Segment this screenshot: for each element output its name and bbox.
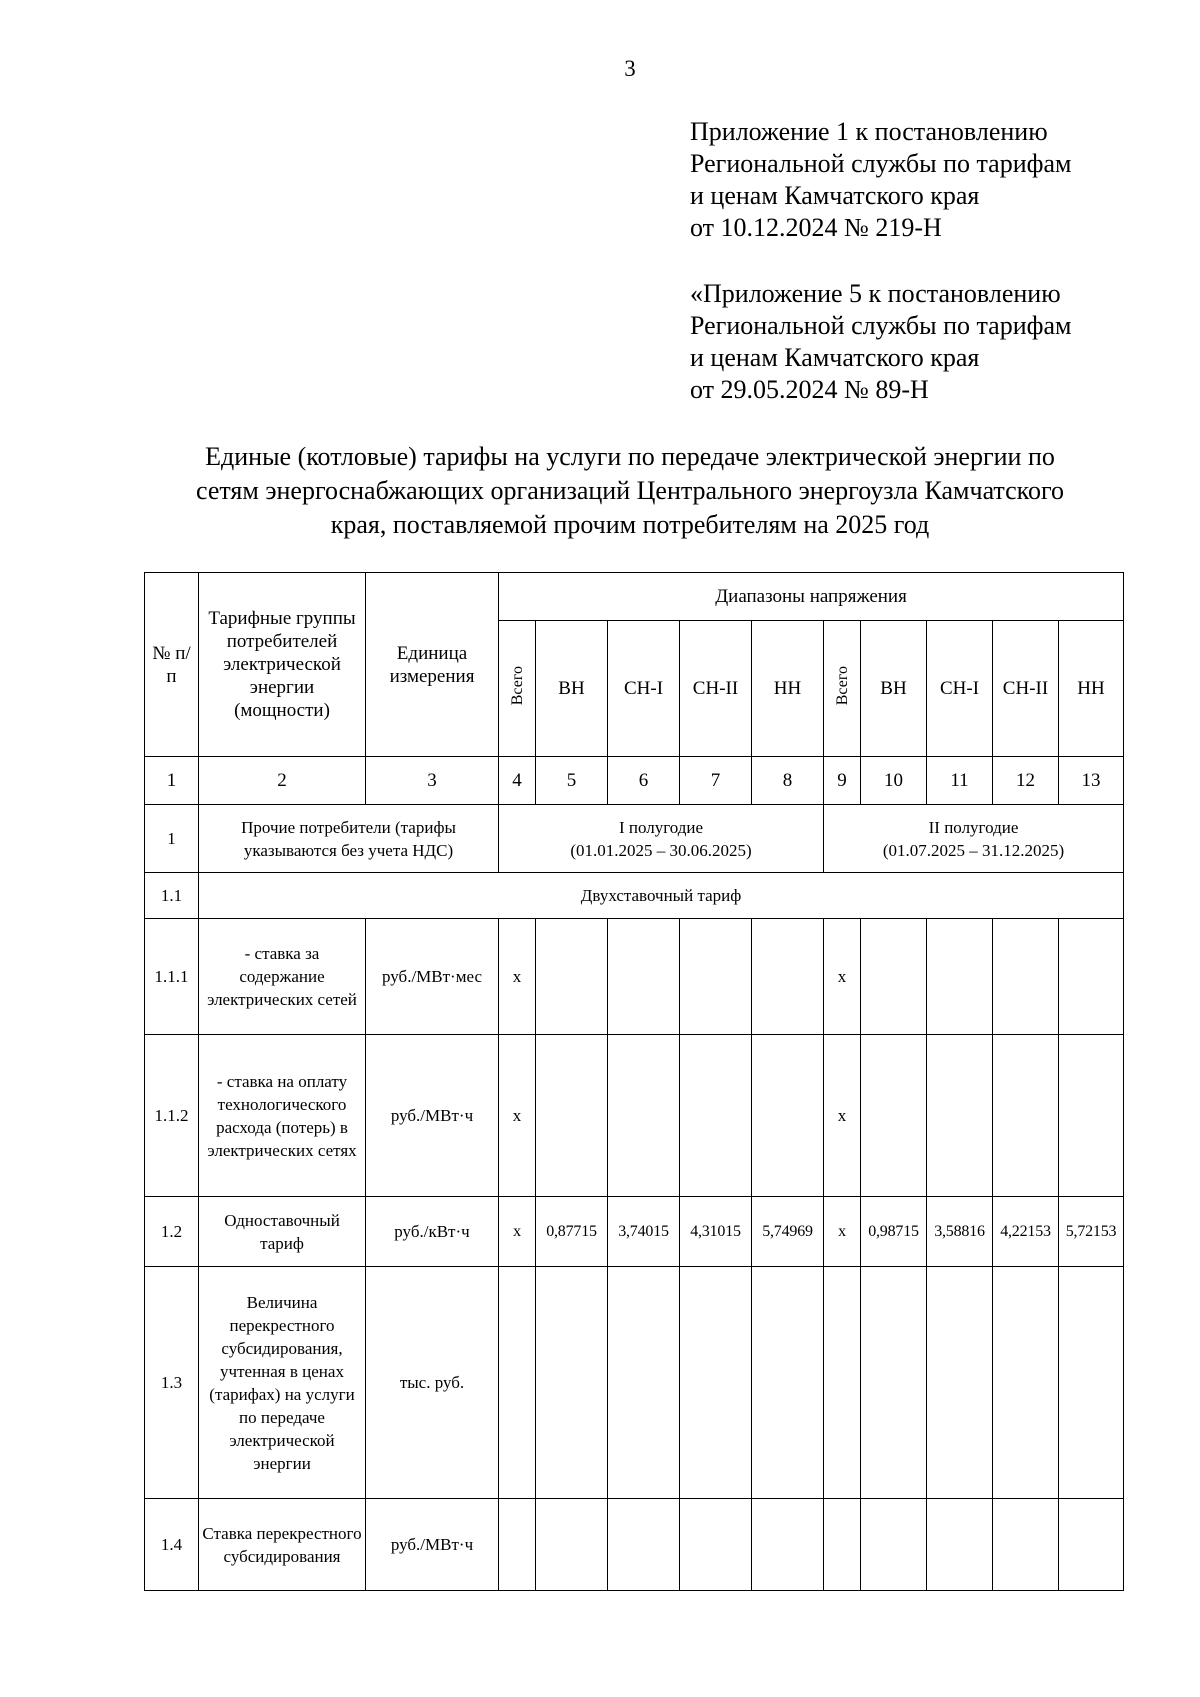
cell-empty xyxy=(752,1499,824,1591)
cell-empty xyxy=(608,1035,680,1197)
table-row xyxy=(145,805,1124,873)
second-half-label: II полугодие xyxy=(928,817,1019,837)
cell-empty xyxy=(608,1499,680,1591)
cell-total-h1: x xyxy=(499,1197,536,1267)
appendix-5-reference xyxy=(690,278,1160,406)
column-number: 11 xyxy=(927,757,993,805)
cell-empty xyxy=(861,1499,927,1591)
column-number: 2 xyxy=(199,757,366,805)
first-half-dates: (01.01.2025 – 30.06.2025) xyxy=(570,840,752,860)
row-num: 1.1 xyxy=(145,873,199,919)
row-num: 1.1.1 xyxy=(145,919,199,1035)
cell-sn2-h1: 4,31015 xyxy=(680,1197,752,1267)
cell-empty xyxy=(680,919,752,1035)
first-half-period xyxy=(499,805,824,873)
appendix-5-line: от 29.05.2024 № 89-Н xyxy=(690,375,929,404)
cell-empty xyxy=(993,1035,1059,1197)
row-name: - ставка за содержание электрических сетей xyxy=(199,919,366,1035)
cell-empty xyxy=(993,1499,1059,1591)
row-num: 1 xyxy=(145,805,199,873)
cell-empty xyxy=(680,1267,752,1499)
appendix-1-reference xyxy=(690,116,1160,244)
cell-empty xyxy=(499,1267,536,1499)
page-number: 3 xyxy=(624,56,636,81)
cell-empty xyxy=(752,1035,824,1197)
row-name: Прочие потребители (тарифы указываются без учета НДС) xyxy=(199,805,499,873)
document-title xyxy=(140,440,1120,542)
cell-total-h2: x xyxy=(824,1035,861,1197)
header-nn: НН xyxy=(752,621,824,757)
header-sn1: СН-I xyxy=(927,621,993,757)
cell-empty xyxy=(993,919,1059,1035)
row-unit: руб./кВт·ч xyxy=(366,1197,499,1267)
row-unit: руб./МВт·ч xyxy=(366,1035,499,1197)
cell-empty xyxy=(608,919,680,1035)
column-number: 8 xyxy=(752,757,824,805)
tariff-table xyxy=(144,572,1124,1591)
cell-total-h1: x xyxy=(499,919,536,1035)
row-name: Одноставочный тариф xyxy=(199,1197,366,1267)
row-num: 1.3 xyxy=(145,1267,199,1499)
column-number-row xyxy=(145,757,1124,805)
cell-empty xyxy=(861,1035,927,1197)
cell-empty xyxy=(927,1499,993,1591)
cell-empty xyxy=(752,919,824,1035)
title-line: Единые (котловые) тарифы на услуги по передаче электрической энергии по xyxy=(205,442,1055,471)
appendix-1-line: от 10.12.2024 № 219-Н xyxy=(690,213,942,242)
header-voltage-ranges: Диапазоны напряжения xyxy=(499,573,1124,621)
header-total-label: Всего xyxy=(833,665,851,706)
cell-nn-h1: 5,74969 xyxy=(752,1197,824,1267)
row-num: 1.2 xyxy=(145,1197,199,1267)
header-num: № п/п xyxy=(145,573,199,757)
cell-empty xyxy=(752,1267,824,1499)
header-total xyxy=(499,621,536,757)
cell-total-h2: x xyxy=(824,1197,861,1267)
header-total-label: Всего xyxy=(508,665,526,706)
row-name: Двухставочный тариф xyxy=(199,873,1124,919)
row-num: 1.4 xyxy=(145,1499,199,1591)
appendix-5-line: и ценам Камчатского края xyxy=(690,343,980,372)
cell-total-h2: x xyxy=(824,919,861,1035)
cell-empty xyxy=(608,1267,680,1499)
table-row xyxy=(145,1197,1124,1267)
cell-empty xyxy=(536,1267,608,1499)
row-name: Величина перекрестного субсидирования, учтенная в ценах (тарифах) на услуги по передаче электрической энергии xyxy=(199,1267,366,1499)
column-number: 4 xyxy=(499,757,536,805)
row-name: - ставка на оплату технологического расхода (потерь) в электрических сетях xyxy=(199,1035,366,1197)
title-line: сетям энергоснабжающих организаций Центрального энергоузла Камчатского xyxy=(196,476,1064,505)
cell-empty xyxy=(927,1035,993,1197)
cell-empty xyxy=(824,1267,861,1499)
cell-empty xyxy=(536,1035,608,1197)
row-unit: руб./МВт·ч xyxy=(366,1499,499,1591)
table-row xyxy=(145,1499,1124,1591)
cell-nn-h2: 5,72153 xyxy=(1059,1197,1124,1267)
table-row xyxy=(145,1035,1124,1197)
row-unit: руб./МВт·мес xyxy=(366,919,499,1035)
cell-empty xyxy=(927,919,993,1035)
cell-total-h1: x xyxy=(499,1035,536,1197)
cell-empty xyxy=(861,1267,927,1499)
cell-empty xyxy=(1059,919,1124,1035)
cell-vn-h2: 0,98715 xyxy=(861,1197,927,1267)
header-vn: ВН xyxy=(861,621,927,757)
table-row xyxy=(145,873,1124,919)
cell-empty xyxy=(861,919,927,1035)
cell-empty xyxy=(536,1499,608,1591)
cell-sn1-h2: 3,58816 xyxy=(927,1197,993,1267)
cell-empty xyxy=(680,1499,752,1591)
column-number: 1 xyxy=(145,757,199,805)
header-sn2: СН-II xyxy=(993,621,1059,757)
column-number: 13 xyxy=(1059,757,1124,805)
header-total xyxy=(824,621,861,757)
cell-empty xyxy=(927,1267,993,1499)
cell-empty xyxy=(680,1035,752,1197)
column-number: 6 xyxy=(608,757,680,805)
table-row xyxy=(145,1267,1124,1499)
appendix-1-line: и ценам Камчатского края xyxy=(690,181,980,210)
appendix-5-line: Региональной службы по тарифам xyxy=(690,311,1072,340)
header-groups: Тарифные группы потребителей электрической энергии (мощности) xyxy=(199,573,366,757)
first-half-label: I полугодие xyxy=(618,817,704,837)
row-num: 1.1.2 xyxy=(145,1035,199,1197)
column-number: 10 xyxy=(861,757,927,805)
header-unit: Единица измерения xyxy=(366,573,499,757)
column-number: 5 xyxy=(536,757,608,805)
appendix-1-line: Региональной службы по тарифам xyxy=(690,149,1072,178)
column-number: 3 xyxy=(366,757,499,805)
cell-empty xyxy=(1059,1499,1124,1591)
cell-sn2-h2: 4,22153 xyxy=(993,1197,1059,1267)
header-nn: НН xyxy=(1059,621,1124,757)
second-half-period xyxy=(824,805,1124,873)
cell-empty xyxy=(499,1499,536,1591)
cell-empty xyxy=(1059,1035,1124,1197)
header-vn: ВН xyxy=(536,621,608,757)
cell-empty xyxy=(1059,1267,1124,1499)
second-half-dates: (01.07.2025 – 31.12.2025) xyxy=(882,840,1065,860)
appendix-1-line: Приложение 1 к постановлению xyxy=(690,117,1048,146)
cell-vn-h1: 0,87715 xyxy=(536,1197,608,1267)
appendix-5-line: «Приложение 5 к постановлению xyxy=(690,279,1061,308)
header-sn2: СН-II xyxy=(680,621,752,757)
cell-sn1-h1: 3,74015 xyxy=(608,1197,680,1267)
table-row xyxy=(145,919,1124,1035)
header-sn1: СН-I xyxy=(608,621,680,757)
row-name: Ставка перекрестного субсидирования xyxy=(199,1499,366,1591)
column-number: 9 xyxy=(824,757,861,805)
column-number: 12 xyxy=(993,757,1059,805)
table-header-row xyxy=(145,573,1124,621)
row-unit: тыс. руб. xyxy=(366,1267,499,1499)
cell-empty xyxy=(536,919,608,1035)
cell-empty xyxy=(993,1267,1059,1499)
cell-empty xyxy=(824,1499,861,1591)
column-number: 7 xyxy=(680,757,752,805)
title-line: края, поставляемой прочим потребителям на 2025 год xyxy=(330,510,930,539)
